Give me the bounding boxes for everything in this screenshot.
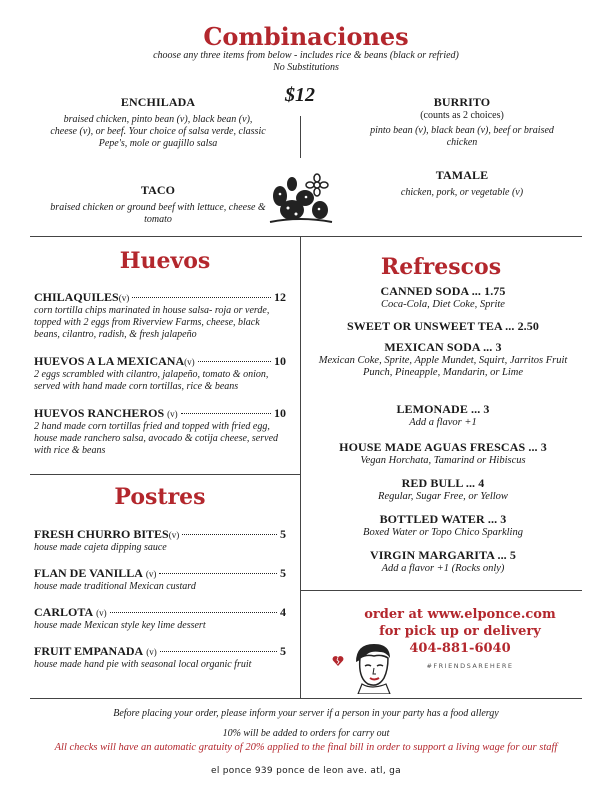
item-desc: Add a flavor +1 (Rocks only) xyxy=(381,563,505,574)
center-column-divider xyxy=(300,236,301,698)
item-desc: Boxed Water or Topo Chico Sparkling xyxy=(363,527,523,538)
refresco-item xyxy=(312,476,574,503)
refresco-item xyxy=(312,440,574,467)
item-desc: Coca-Cola, Diet Coke, Sprite xyxy=(381,299,505,310)
item-name: MEXICAN SODA ... 3 xyxy=(384,340,502,354)
dot-leader xyxy=(198,361,271,362)
refresco-item xyxy=(312,512,574,539)
section-divider-top xyxy=(30,236,582,237)
item-desc: Regular, Sugar Free, or Yellow xyxy=(378,491,508,502)
item-name: FRUIT EMPANADA xyxy=(34,644,144,658)
dot-leader xyxy=(132,297,271,298)
item-name: CANNED SODA ... 1.75 xyxy=(380,284,506,298)
taco-desc: braised chicken or ground beef with lettuce, cheese & tomato xyxy=(50,202,266,225)
combinaciones-subtitle: choose any three items from below - includes rice & beans (black or refried) xyxy=(153,50,459,61)
item-name: SWEET OR UNSWEET TEA ... 2.50 xyxy=(347,319,539,333)
postres-item xyxy=(34,644,286,671)
enchilada-desc: braised chicken, pinto bean (v), black bean (v), cheese (v), or beef. Your choice of salsa verde, classic Pepe's, mole or guajillo salsa xyxy=(50,114,266,149)
item-desc: Add a flavor +1 xyxy=(409,417,477,428)
item-name: LEMONADE ... 3 xyxy=(396,402,490,416)
man-portrait-icon xyxy=(346,640,400,694)
taco-name: TACO xyxy=(140,183,176,197)
item-name: CHILAQUILES xyxy=(34,290,119,304)
no-substitutions-note: No Substitutions xyxy=(273,62,339,73)
hashtag: #FRIENDSAREHERE xyxy=(426,662,514,670)
tamale-desc: chicken, pork, or vegetable (v) xyxy=(400,187,524,198)
item-desc: house made Mexican style key lime dessert xyxy=(34,620,206,631)
burrito-block xyxy=(362,95,562,149)
refresco-item xyxy=(312,402,574,429)
left-section-divider xyxy=(30,474,300,475)
combinaciones-title: Combinaciones xyxy=(203,22,409,51)
refrescos-title: Refrescos xyxy=(380,254,502,280)
burrito-name: BURRITO xyxy=(433,95,491,109)
item-name: VIRGIN MARGARITA ... 5 xyxy=(370,548,516,562)
huevos-item xyxy=(34,406,286,457)
item-desc: 2 hand made corn tortillas fried and topped with fried egg, house made ranchero salsa, avocado & cotija cheese, served with rice & beans xyxy=(34,421,279,456)
vegetarian-tag: (v) xyxy=(168,530,180,540)
carryout-notice: 10% will be added to orders for carry out xyxy=(222,728,390,739)
dot-leader xyxy=(159,573,277,574)
vegetarian-tag: (v) xyxy=(167,409,178,419)
item-desc: corn tortilla chips marinated in house salsa- roja or verde, topped with 2 eggs from Riverview Farms, cheese, black beans, cilantro, radish, & fresh jalapeño xyxy=(34,305,270,340)
postres-item xyxy=(34,566,286,593)
refresco-item xyxy=(312,319,574,334)
refresco-item xyxy=(312,340,574,379)
gratuity-notice: All checks will have an automatic gratuity of 20% applied to the final bill in order to support a living wage for our staff xyxy=(54,742,558,753)
item-name: HUEVOS A LA MEXICANA xyxy=(34,354,185,368)
postres-item-row xyxy=(34,527,286,542)
huevos-item-row xyxy=(34,354,286,369)
item-name: CARLOTA xyxy=(34,605,94,619)
order-website-link[interactable]: order at www.elponce.com xyxy=(364,607,556,622)
item-price: 5 xyxy=(280,527,286,541)
taco-block xyxy=(50,183,266,226)
flower-icon xyxy=(304,172,330,198)
broken-heart-icon xyxy=(332,654,344,666)
dot-leader xyxy=(182,534,277,535)
item-name: HUEVOS RANCHEROS xyxy=(34,406,165,420)
postres-item-row xyxy=(34,644,286,659)
postres-item-row xyxy=(34,605,286,620)
item-name: RED BULL ... 4 xyxy=(401,476,485,490)
right-section-divider xyxy=(300,590,582,591)
item-desc: 2 eggs scrambled with cilantro, jalapeño, tomato & onion, served with hand made corn tortillas, rice & beans xyxy=(34,369,269,392)
item-desc: house made cajeta dipping sauce xyxy=(34,542,167,553)
restaurant-address: el ponce 939 ponce de leon ave. atl, ga xyxy=(211,766,401,776)
postres-item xyxy=(34,527,286,554)
postres-title: Postres xyxy=(114,484,206,510)
refresco-item xyxy=(312,548,574,575)
item-price: 5 xyxy=(280,566,286,580)
order-phone[interactable]: 404-881-6040 xyxy=(409,641,511,656)
refresco-item xyxy=(312,284,574,311)
item-desc: Mexican Coke, Sprite, Apple Mundet, Squirt, Jarritos Fruit Punch, Pineapple, Mandarin, or Lime xyxy=(318,355,568,378)
combo-price: $12 xyxy=(285,84,315,106)
huevos-item xyxy=(34,354,286,393)
item-name: HOUSE MADE AGUAS FRESCAS ... 3 xyxy=(339,440,547,454)
dot-leader xyxy=(181,413,271,414)
tamale-name: TAMALE xyxy=(435,168,489,182)
vegetarian-tag: (v) xyxy=(146,647,157,657)
item-desc: house made traditional Mexican custard xyxy=(34,581,196,592)
tamale-block xyxy=(392,168,532,199)
dot-leader xyxy=(160,651,277,652)
huevos-title: Huevos xyxy=(119,248,211,274)
huevos-item xyxy=(34,290,286,341)
combo-divider xyxy=(300,116,301,158)
postres-item xyxy=(34,605,286,632)
item-name: BOTTLED WATER ... 3 xyxy=(379,512,507,526)
vegetarian-tag: (v) xyxy=(145,569,157,579)
enchilada-name: ENCHILADA xyxy=(120,95,196,109)
item-price: 10 xyxy=(274,354,286,368)
vegetarian-tag: (v) xyxy=(96,608,107,618)
item-desc: Vegan Horchata, Tamarind or Hibiscus xyxy=(360,455,526,466)
item-price: 4 xyxy=(280,605,286,619)
enchilada-block xyxy=(50,95,266,150)
footer-divider xyxy=(30,698,582,699)
burrito-desc: pinto bean (v), black bean (v), beef or braised chicken xyxy=(370,125,554,148)
item-desc: house made hand pie with seasonal local organic fruit xyxy=(34,659,252,670)
order-pickup-line: for pick up or delivery xyxy=(379,624,541,639)
dot-leader xyxy=(110,612,277,613)
vegetarian-tag: (v) xyxy=(184,357,195,367)
vegetarian-tag: (v) xyxy=(118,293,130,303)
item-price: 5 xyxy=(280,644,286,658)
postres-item-row xyxy=(34,566,286,581)
burrito-note: (counts as 2 choices) xyxy=(420,110,504,121)
item-name: FLAN DE VANILLA xyxy=(34,566,143,580)
item-price: 10 xyxy=(274,406,286,420)
allergy-notice: Before placing your order, please inform your server if a person in your party has a food allergy xyxy=(113,708,499,719)
huevos-item-row xyxy=(34,406,286,421)
huevos-item-row xyxy=(34,290,286,305)
item-price: 12 xyxy=(274,290,286,304)
item-name: FRESH CHURRO BITES xyxy=(34,527,169,541)
